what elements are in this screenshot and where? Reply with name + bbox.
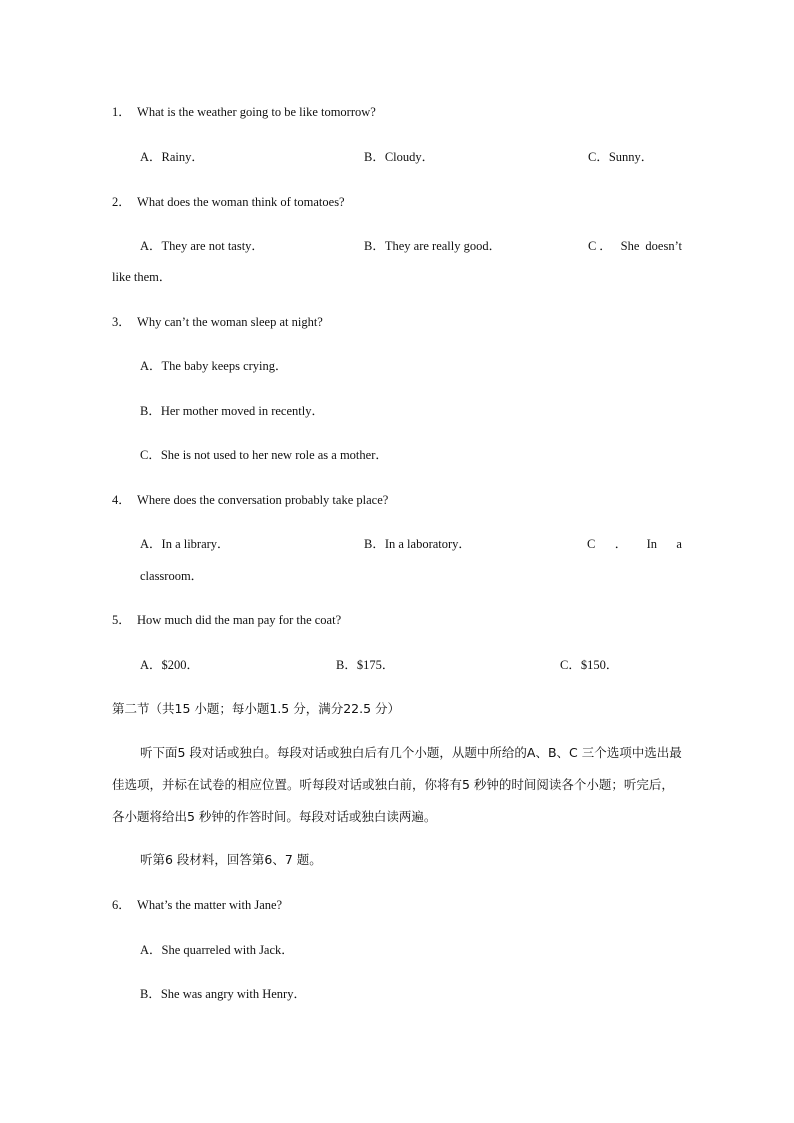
q5-option-b: B．$175． [336, 658, 395, 672]
q3-option-a: A．The baby keeps crying． [140, 359, 288, 373]
q2-option-c: C． She doesn’t [588, 239, 682, 253]
q4-option-c-dot: ． [614, 537, 628, 551]
question-number: 2 [112, 195, 119, 209]
q5-option-a: A．$200． [140, 658, 200, 672]
q4-option-c-word2: a [676, 537, 682, 551]
q3-option-b: B．Her mother moved in recently． [140, 404, 324, 418]
question-4-stem: 4． Where does the conversation probably take place? [112, 493, 389, 507]
q2-option-c-continued: like them． [112, 270, 172, 284]
question-number: 6 [112, 898, 119, 912]
question-text: Why can’t the woman sleep at night? [137, 315, 323, 329]
section-2-instructions: 听下面5 段对话或独白。每段对话或独白后有几个小题，从题中所给的A、B、C 三个选项中选出最佳选项，并标在试卷的相应位置。听每段对话或独白前，你将有5 秒钟的时间阅读各个小题；听完后，各小题将给出5 秒钟的作答时间。每段对话或独白读两遍。 [112, 745, 682, 824]
q4-option-c [587, 536, 682, 552]
material-note: 听第6 段材料，回答第6、7 题。 [140, 852, 322, 867]
question-number: 4 [112, 493, 119, 507]
question-text: Where does the conversation probably take place? [137, 493, 389, 507]
question-number: 5 [112, 613, 119, 627]
question-5-stem: 5． How much did the man pay for the coat? [112, 613, 342, 627]
q1-option-a: A．Rainy． [140, 150, 204, 164]
q5-option-c: C．$150． [560, 658, 619, 672]
q4-option-c-word1: In [646, 537, 658, 551]
question-2-stem: 2． What does the woman think of tomatoes? [112, 195, 345, 209]
q6-option-a: A．She quarreled with Jack． [140, 943, 294, 957]
q4-option-a: A．In a library． [140, 537, 230, 551]
question-text: What’s the matter with Jane? [137, 898, 283, 912]
q2-option-a: A．They are not tasty． [140, 239, 264, 253]
section-2-heading: 第二节（共15 小题；每小题1.5 分，满分22.5 分） [112, 701, 401, 716]
q1-option-b: B．Cloudy． [364, 150, 435, 164]
q2-option-b: B．They are really good． [364, 239, 502, 253]
q4-option-b: B．In a laboratory． [364, 537, 471, 551]
question-number: 3 [112, 315, 119, 329]
q1-option-c: C．Sunny． [588, 150, 654, 164]
question-number: 1 [112, 105, 119, 119]
question-text: How much did the man pay for the coat? [137, 613, 342, 627]
question-text: What does the woman think of tomatoes? [137, 195, 345, 209]
question-text: What is the weather going to be like tomorrow? [137, 105, 376, 119]
q4-option-c-letter: C [587, 537, 596, 551]
q4-option-c-continued: classroom． [140, 569, 204, 583]
question-6-stem: 6． What’s the matter with Jane? [112, 898, 283, 912]
question-3-stem: 3． Why can’t the woman sleep at night? [112, 315, 323, 329]
q6-option-b: B．She was angry with Henry． [140, 987, 306, 1001]
question-1-stem: 1． What is the weather going to be like tomorrow? [112, 105, 376, 119]
q3-option-c: C．She is not used to her new role as a mother． [140, 448, 388, 462]
